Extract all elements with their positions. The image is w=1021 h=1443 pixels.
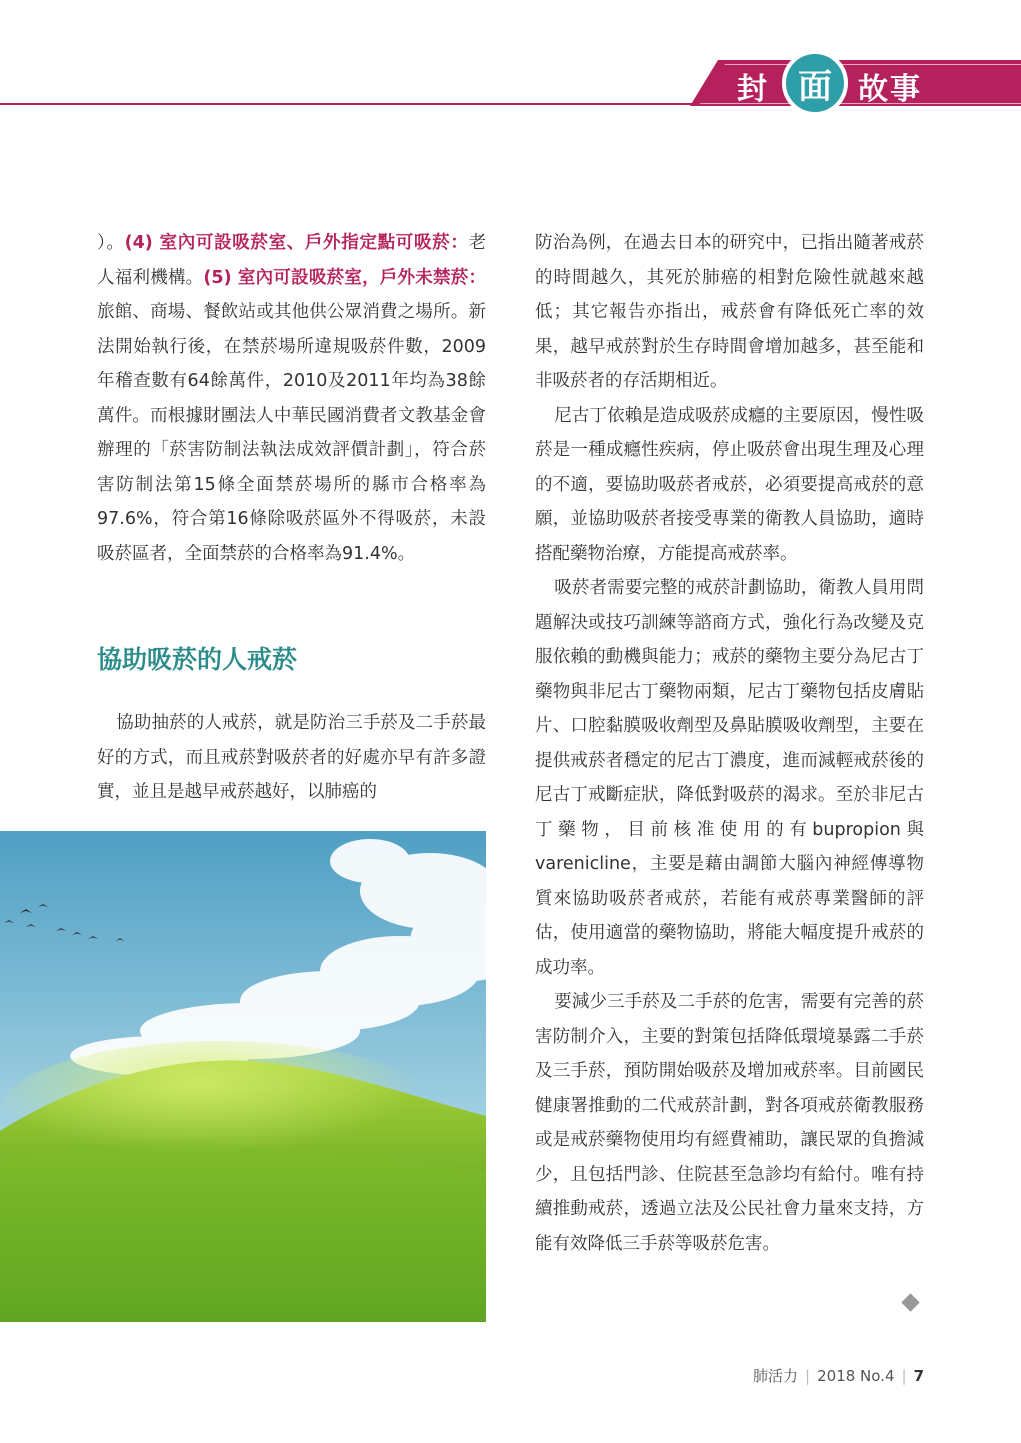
left-column-top <box>97 226 486 571</box>
left-column-bottom <box>97 706 486 810</box>
hill-light <box>0 1041 440 1181</box>
p1-text-elderly: 老人福利機構。 <box>97 233 487 288</box>
p1-highlight-5: (5) 室內可設吸菸室，戶外未禁菸： <box>203 267 487 288</box>
right-column <box>535 226 924 1261</box>
footer-issue: 2018 No.4 <box>817 1367 895 1385</box>
p1-text-rest: 旅館、商場、餐飲站或其他供公眾消費之場所。新法開始執行後，在禁菸場所違規吸菸件數，2009年稽查數有64餘萬件，2010及2011年均為38餘萬件。而根據財團法人中華民國消費者文教基金會辦理的「菸害防制法執法成效評價計劃」，符合菸害防制法第15條全面禁菸場所的縣市合格率為97.6%，符合第16條除吸菸區外不得吸菸，未設吸菸區者，全面禁菸的合格率為91.4%。 <box>97 302 486 564</box>
right-paragraph-4: 要減少三手菸及二手菸的危害，需要有完善的菸害防制介入，主要的對策包括降低環境暴露二手菸及三手菸，預防開始吸菸及增加戒菸率。目前國民健康署推動的二代戒菸計劃，對各項戒菸衛教服務或是戒菸藥物使用均有經費補助，讓民眾的負擔減少，且包括門診、住院甚至急診均有給付。唯有持續推動戒菸，透過立法及公民社會力量來支持，方能有效降低三手菸等吸菸危害。 <box>535 992 924 1254</box>
header-char-feng: 封 <box>737 72 769 107</box>
landscape-photo <box>0 831 486 1322</box>
header-rule <box>0 103 700 105</box>
right-paragraph-2: 尼古丁依賴是造成吸菸成癮的主要原因，慢性吸菸是一種成癮性疾病，停止吸菸會出現生理及心理的不適，要協助吸菸者戒菸，必須要提高戒菸的意願，並協助吸菸者接受專業的衛教人員協助，適時搭配藥物治療，方能提高戒菸率。 <box>535 405 924 564</box>
end-diamond-icon <box>901 1293 919 1311</box>
section-title: 協助吸菸的人戒菸 <box>97 645 298 674</box>
header-char-mian: 面 <box>798 66 832 107</box>
footer-magazine: 肺活力 <box>753 1367 799 1385</box>
header-char-mian-circle <box>782 50 848 116</box>
footer-page-number: 7 <box>913 1367 924 1385</box>
right-paragraph-1: 防治為例，在過去日本的研究中，已指出隨著戒菸的時間越久，其死於肺癌的相對危險性就越來越低；其它報告亦指出，戒菸會有降低死亡率的效果，越早戒菸對於生存時間會增加越多，甚至能和非吸菸者的存活期相近。 <box>535 233 924 391</box>
page-footer: 肺活力 | 2018 No.4 | 7 <box>753 1367 924 1385</box>
header-char-gushi: 故事 <box>858 72 922 107</box>
right-paragraph-3: 吸菸者需要完整的戒菸計劃協助，衛教人員用問題解決或技巧訓練等諮商方式，強化行為改變及克服依賴的動機與能力；戒菸的藥物主要分為尼古丁藥物與非尼古丁藥物兩類，尼古丁藥物包括皮膚貼片、口腔黏膜吸收劑型及鼻貼膜吸收劑型，主要在提供戒菸者穩定的尼古丁濃度，進而減輕戒菸後的尼古丁戒斷症狀，降低對吸菸的渴求。至於非尼古丁藥物，目前核准使用的有bupropion與varenicline，主要是藉由調節大腦內神經傳導物質來協助吸菸者戒菸，若能有戒菸專業醫師的評估，使用適當的藥物協助，將能大幅度提升戒菸的成功率。 <box>535 578 924 978</box>
left-paragraph-2: 協助抽菸的人戒菸，就是防治三手菸及二手菸最好的方式，而且戒菸對吸菸者的好處亦早有許多證實，並且是越早戒菸越好，以肺癌的 <box>97 713 486 802</box>
p1-highlight-4: (4) 室內可設吸菸室、戶外指定點可吸菸： <box>124 233 469 253</box>
p1-lead: ）。 <box>97 233 125 253</box>
left-paragraph-1 <box>97 226 486 571</box>
